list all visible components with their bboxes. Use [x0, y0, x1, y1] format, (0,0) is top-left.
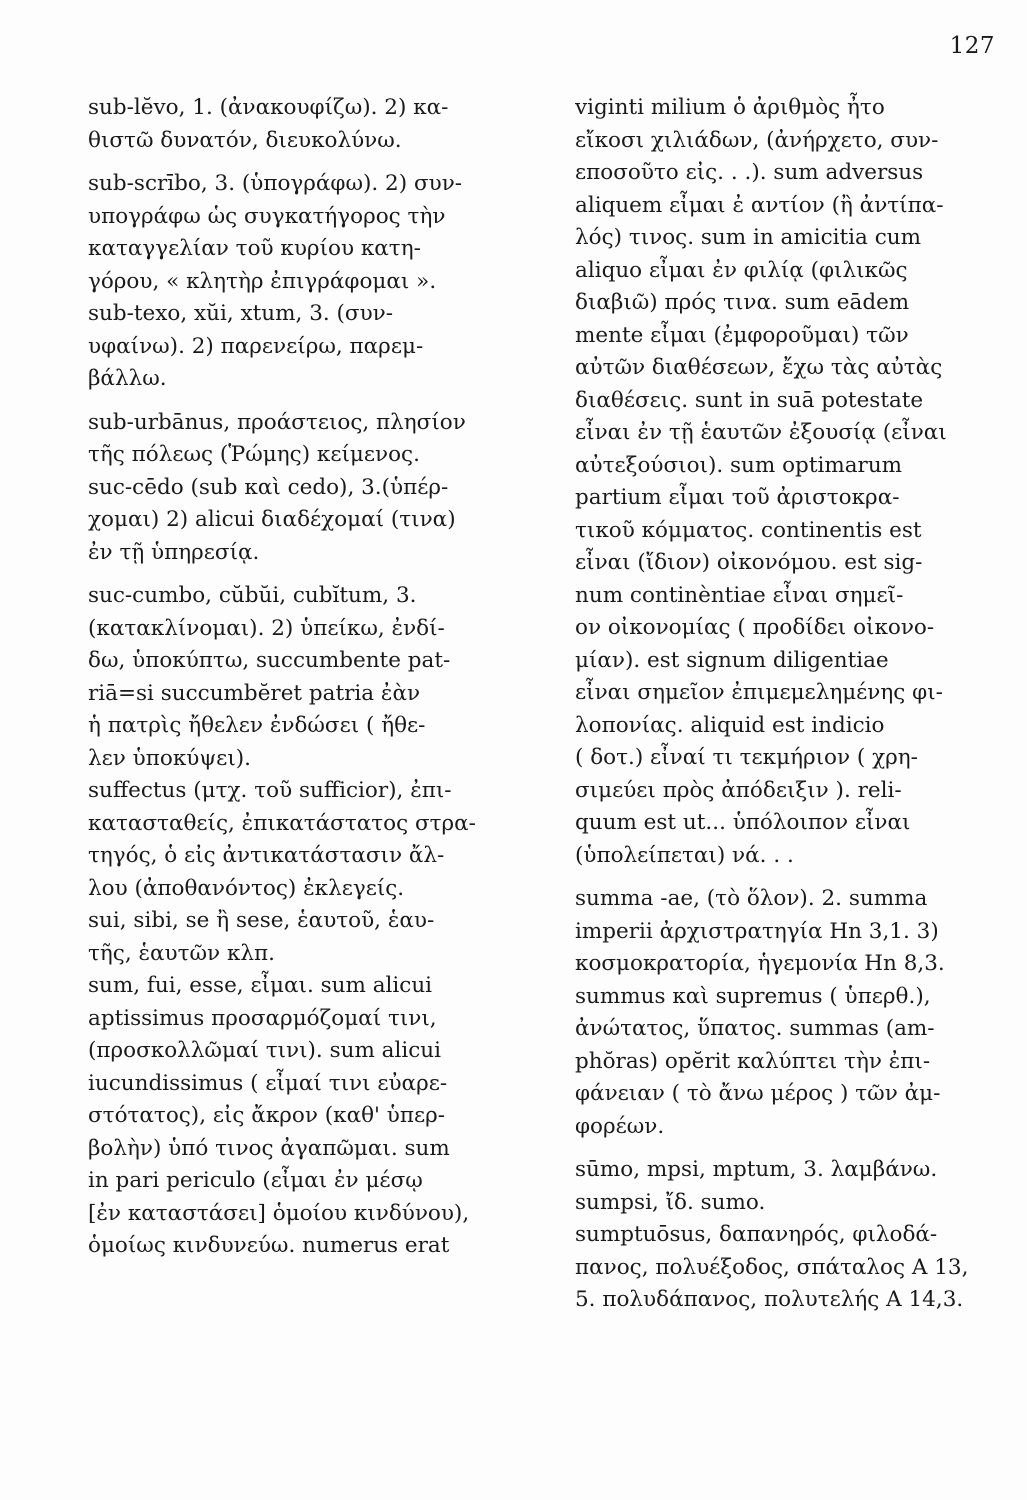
entry-line: γόρου, « κλητὴρ ἐπιγράφομαι ».: [88, 268, 437, 294]
entry-line: εἶναι σημεῖον ἐπιμεμελημένης φι-: [575, 680, 943, 705]
entry-line: in pari periculo (εἶμαι ἐν μέσῳ: [88, 1168, 423, 1193]
entry-line: sum, fui, esse, εἶμαι. sum alicui: [88, 973, 433, 998]
entry-line: υφαίνω). 2) παρενείρω, παρεμ-: [88, 333, 424, 359]
entry-line: suffectus (μτχ. τοῦ sufficior), ἐπι-: [88, 778, 452, 803]
entry-line: sub-urbānus, προάστειος, πλησίον: [88, 409, 466, 435]
entry-line: χομαι) 2) alicui διαδέχομαί (τινα): [88, 507, 456, 532]
entry-line: 5. πολυδάπανος, πολυτελής A 14,3.: [575, 1287, 964, 1312]
entry-line: κοσμοκρατορία, ἡγεμονία Hn 8,3.: [575, 951, 945, 976]
entry-line: ὁμοίως κινδυνεύω. numerus erat: [88, 1233, 450, 1258]
entry-line: διαθέσεις. sunt in suā potestate: [575, 387, 924, 413]
entry-line: iucundissimus ( εἶμαί τινι εὐαρε-: [88, 1070, 448, 1096]
entry-line: εἴκοσι χιλιάδων, (ἀνήρχετο, συν-: [575, 127, 939, 153]
entry-line: (ὑπολείπεται) νά. . .: [575, 842, 794, 868]
entry-line: sub-scrībo, 3. (ὑπογράφω). 2) συν-: [88, 171, 463, 196]
entry-line: στότατος), εἰς ἄκρον (καθ' ὑπερ-: [88, 1103, 446, 1128]
entry-line: suc-cēdo (sub καὶ cedo), 3.(ὑπέρ-: [88, 474, 449, 500]
entry-line: mente εἶμαι (ἐμφοροῦμαι) τῶν: [575, 322, 909, 348]
entry-line: ἡ πατρὶς ἤθελεν ἐνδώσει ( ἤθε-: [88, 713, 426, 738]
entry-line: sumptuōsus, δαπανηρός, φιλοδά-: [575, 1222, 938, 1247]
entry-line: εἶναι ἐν τῇ ἑαυτῶν ἐξουσίᾳ (εἶναι: [575, 420, 947, 445]
entry-line: sub-lĕvo, 1. (ἀνακουφίζω). 2) κα-: [88, 95, 449, 120]
left-column: [88, 92, 528, 1263]
entry-line: φάνειαν ( τὸ ἄνω μέρος ) τῶν ἀμ-: [575, 1081, 941, 1106]
entry-line: βολὴν) ὑπό τινος ἀγαπῶμαι. sum: [88, 1135, 450, 1161]
entry-line: sub-texo, xŭi, xtum, 3. (συν-: [88, 301, 394, 326]
entry-line: [ἐν καταστάσει] ὁμοίου κινδύνου),: [88, 1200, 470, 1226]
entry-line: τῆς, ἑαυτῶν κλπ.: [88, 940, 275, 966]
entry-line: summa -ae, (τὸ ὅλον). 2. summa: [575, 886, 928, 911]
entry-line: aliquem εἶμαι ἐ αντίον (ἢ ἀντίπα-: [575, 192, 944, 218]
entry-line: λεν ὑποκύψει).: [88, 745, 251, 771]
entry-line: num continèntiae εἶναι σημεῖ-: [575, 582, 904, 608]
entry-line: sui, sibi, se ἢ sese, ἑαυτοῦ, ἑαυ-: [88, 908, 435, 933]
entry-line: δω, ὑποκύπτω, succumbente pat-: [88, 648, 451, 673]
entry-line: (προσκολλῶμαί τινι). sum alicui: [88, 1038, 442, 1063]
entry-line: partium εἶμαι τοῦ ἀριστοκρα-: [575, 485, 900, 510]
entry-line: πανος, πολυέξοδος, σπάταλος A 13,: [575, 1254, 969, 1280]
entry-line: riā=si succumbĕret patria ἐὰν: [88, 680, 421, 706]
page-number: 127: [949, 33, 995, 59]
entry-line: (κατακλίνομαι). 2) ὑπείκω, ἐνδί-: [88, 615, 445, 641]
right-column: [575, 92, 995, 1317]
entry-line: κατασταθείς, ἐπικατάστατος στρα-: [88, 810, 476, 836]
entry-line: καταγγελίαν τοῦ κυρίου κατη-: [88, 236, 421, 261]
entry-line: διαβιῶ) πρός τινα. sum eādem: [575, 290, 910, 315]
entry-line: σιμεύει πρὸς ἀπόδειξιν ). reli-: [575, 777, 902, 803]
entry-line: τῆς πόλεως (Ῥώμης) κείμενος.: [88, 442, 420, 467]
entry-line: phŏras) opĕrit καλύπτει τὴν ἐπι-: [575, 1048, 931, 1074]
entry-line: aliquo εἶμαι ἐν φιλίᾳ (φιλικῶς: [575, 257, 908, 283]
entry-line: αὐτεξούσιοι). sum optimarum: [575, 452, 903, 478]
entry-line: imperii ἀρχιστρατηγία Hn 3,1. 3): [575, 918, 939, 944]
entry-line: sūmo, mpsi, mptum, 3. λαμβάνω.: [575, 1157, 938, 1182]
entry-line: λοπονίας. aliquid est indicio: [575, 712, 885, 738]
entry-line: aptissimus προσαρμόζομαί τινι,: [88, 1005, 437, 1031]
entry-line: ον οἰκονομίας ( προδίδει οἰκονο-: [575, 615, 935, 640]
entry-line: φορέων.: [575, 1113, 665, 1139]
entry-line: εἶναι (ἴδιον) οἰκονόμου. est sig-: [575, 550, 923, 575]
entry-line: viginti milium ὁ ἀριθμὸς ἦτο: [575, 95, 885, 120]
entry-line: λου (ἀποθανόντος) ἐκλεγείς.: [88, 875, 405, 901]
entry-line: βάλλω.: [88, 366, 167, 391]
entry-line: θιστῶ δυνατόν, διευκολύνω.: [88, 127, 402, 153]
entry-line: υπογράφω ὡς συγκατήγορος τὴν: [88, 203, 446, 229]
entry-line: μίαν). est signum diligentiae: [575, 647, 889, 673]
entry-line: ἐν τῇ ὑπηρεσίᾳ.: [88, 539, 260, 565]
entry-line: ἀνώτατος, ὕπατος. summas (am-: [575, 1016, 935, 1041]
entry-line: αὐτῶν διαθέσεων, ἔχω τὰς αὐτὰς: [575, 355, 943, 380]
entry-line: suc-cumbo, cŭbŭi, cubĭtum, 3.: [88, 583, 417, 608]
entry-line: summus καὶ supremus ( ὑπερθ.),: [575, 983, 931, 1009]
entry-line: sumpsi, ἴδ. sumo.: [575, 1189, 766, 1215]
entry-line: λός) τινος. sum in amicitia cum: [575, 225, 921, 250]
entry-line: εποσοῦτο εἰς. . .). sum adversus: [575, 160, 924, 185]
entry-line: ( δοτ.) εἶναί τι τεκμήριον ( χρη-: [575, 745, 918, 770]
entry-line: τηγός, ὁ εἰς ἀντικατάστασιν ἄλ-: [88, 843, 445, 868]
entry-line: τικοῦ κόμματος. continentis est: [575, 517, 922, 543]
entry-line: quum est ut... ὑπόλοιπον εἶναι: [575, 810, 911, 835]
